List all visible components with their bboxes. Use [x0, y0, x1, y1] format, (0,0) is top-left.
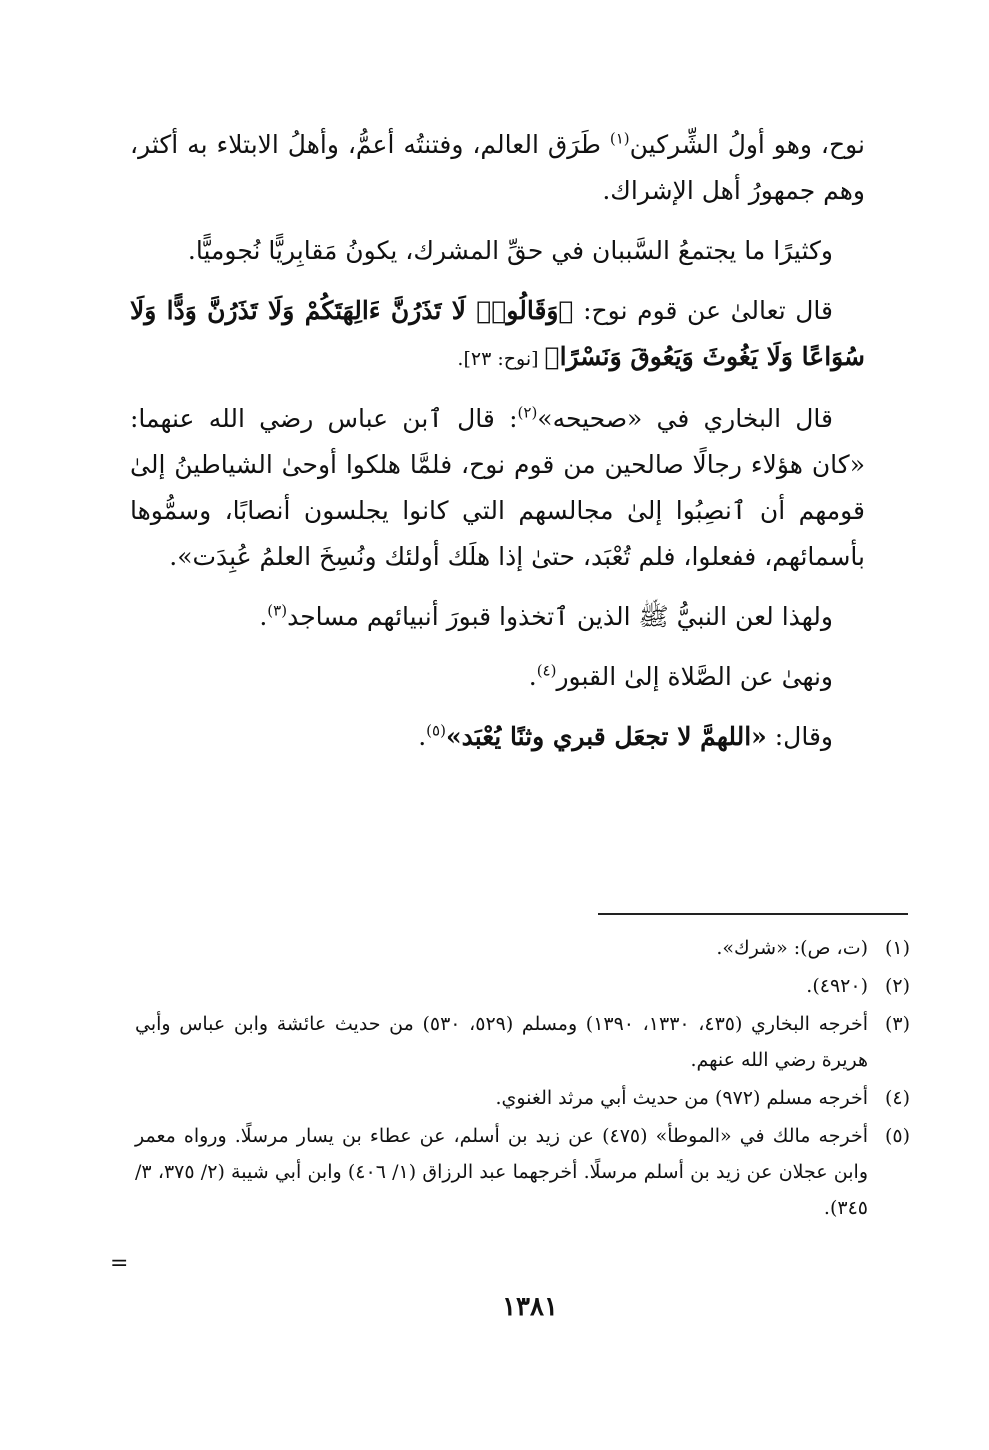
footnote-1: [135, 930, 910, 966]
footnote-number: (٥): [884, 1125, 910, 1147]
footnote-text: أخرجه البخاري (٤٣٥، ١٣٣٠، ١٣٩٠) ومسلم (٥٢٩، ٥٣٠) من حديث عائشة وابن عباس وأبي هريرة رضي الله عنهم.: [135, 1013, 869, 1071]
footnote-3: [135, 1006, 910, 1078]
footnote-number: (٢): [884, 975, 910, 997]
hadith-quote: «اللهمَّ لا تجعَل قبري وثنًا يُعْبَد»: [445, 722, 767, 751]
main-text: [130, 122, 865, 774]
paragraph-5: [130, 594, 865, 640]
footnote-number: (٣): [884, 1013, 910, 1035]
paragraph-5-text: ولهذا لعن النبيُّ ﷺ الذين ٱتخذوا قبورَ أنبيائهم مساجد: [287, 602, 833, 631]
footnote-number: (٤): [884, 1087, 910, 1109]
paragraph-3-text: قال تعالىٰ عن قوم نوح:: [573, 296, 833, 325]
continuation-mark: =: [110, 1251, 129, 1276]
paragraph-2: وكثيرًا ما يجتمعُ السَّببان في حقِّ المشرك، يكونُ مَقابِريًّا نُجوميًّا.: [187, 236, 833, 265]
paragraph-1-text: نوح، وهو أولُ الشِّركين: [629, 130, 865, 159]
footnote-text: (ت، ص): «شرك».: [716, 937, 868, 959]
paragraph-7-text-rest: .: [418, 722, 427, 751]
footnote-text: أخرجه مالك في «الموطأ» (٤٧٥) عن زيد بن أسلم، عن عطاء بن يسار مرسلًا. ورواه معمر وابن عجلان عن زيد بن أسلم مرسلًا. أخرجهما عبد الرزاق (١/ ٤٠٦) وابن أبي شيبة (٢/ ٣٧٥، ٣/ ٣٤٥).: [135, 1125, 868, 1219]
paragraph-3: [130, 288, 865, 382]
footnote-ref-2[interactable]: (٢): [517, 403, 538, 422]
verse-reference: [نوح: ٢٣].: [457, 348, 545, 370]
paragraph-6-text-rest: .: [528, 662, 537, 691]
paragraph-4-text-rest: : قال ٱبن عباس رضي الله عنهما: «كان هؤلاء رجالًا صالحين من قوم نوح، فلمَّا هلكوا أوحىٰ الشياطينُ إلىٰ قومهم أن ٱنصِبُوا إلىٰ مجالسهم التي كانوا يجلسون أنصابًا، وسمُّوها بأسمائهم، ففعلوا، فلم تُعْبَد، حتىٰ إذا هلَك أولئك ونُسِخَ العلمُ عُبِدَت».: [130, 404, 865, 571]
paragraph-4-text: قال البخاري في «صحيحه»: [537, 404, 833, 433]
footnote-text: أخرجه مسلم (٩٧٢) من حديث أبي مرثد الغنوي.: [495, 1087, 868, 1109]
page-number: ١٣٨١: [502, 1292, 558, 1322]
footnote-divider: [598, 913, 908, 915]
paragraph-1: [130, 122, 865, 214]
footnote-ref-3[interactable]: (٣): [267, 601, 288, 620]
footnote-text: (٤٩٢٠).: [806, 975, 868, 997]
footnote-5: [135, 1118, 910, 1226]
paragraph-5-text-rest: .: [259, 602, 268, 631]
footnote-ref-1[interactable]: (١): [609, 129, 630, 148]
quran-verse: ﴿وَقَالُوا۟ لَا تَذَرُنَّ ءَالِهَتَكُمْ وَلَا تَذَرُنَّ وَدًّا وَلَا سُوَاعًا وَلَا يَغُوثَ وَيَعُوقَ وَنَسْرًا﴾: [130, 296, 865, 371]
footnote-4: [135, 1080, 910, 1116]
paragraph-6-text: ونهىٰ عن الصَّلاة إلىٰ القبور: [556, 662, 833, 691]
paragraph-7: [130, 714, 865, 760]
footnote-2: [135, 968, 910, 1004]
footnote-number: (١): [884, 937, 910, 959]
paragraph-4: [130, 396, 865, 580]
footnote-ref-5[interactable]: (٥): [426, 721, 446, 740]
paragraph-6: [130, 654, 865, 700]
paragraph-1-text-rest: طَرَق العالم، وفتنتُه أعمُّ، وأهلُ الابتلاء به أكثر، وهم جمهورُ أهل الإشراك.: [130, 130, 865, 205]
footnotes: [135, 930, 910, 1228]
paragraph-7-text: وقال:: [766, 722, 833, 751]
footnote-ref-4[interactable]: (٤): [536, 661, 557, 680]
